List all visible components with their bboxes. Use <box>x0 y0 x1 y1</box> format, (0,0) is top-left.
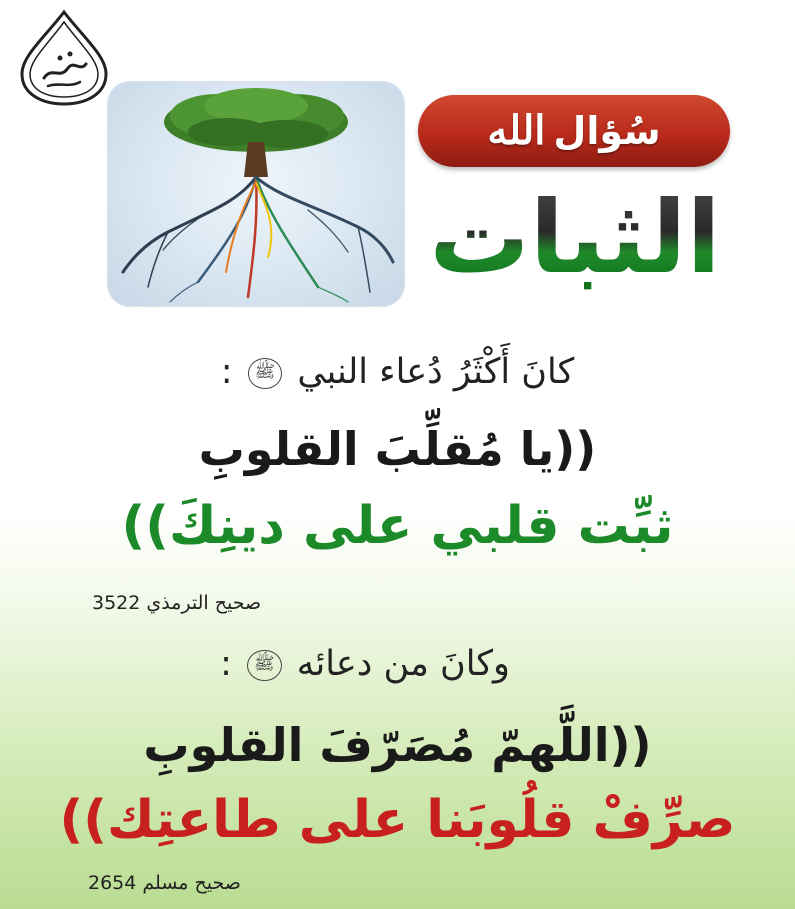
salawat-seal: ﷺ <box>248 358 283 389</box>
hadith2-intro-line <box>40 644 690 684</box>
hadith2-source: صحيح مسلم 2654 <box>88 872 241 894</box>
question-word: سُؤال <box>553 109 661 153</box>
hadith2-dua-line1: ((اللَّهمّ مُصَرّفَ القلوبِ <box>143 718 652 772</box>
logo-emblem <box>14 8 114 108</box>
hadith1-dua-line2: ثبِّت قلبي على دينِكَ)) <box>121 496 674 556</box>
question-badge-text <box>418 95 730 167</box>
salawat-seal: ﷺ <box>247 650 282 681</box>
hadith2-intro: وكانَ من دعائه <box>296 644 510 684</box>
hadith1-intro-line <box>30 352 765 392</box>
tree-roots-image <box>108 82 404 306</box>
hadith2-colon: : <box>220 644 232 684</box>
hadith1-dua-line1: ((يا مُقلِّبَ القلوبِ <box>198 422 597 476</box>
allah-calligraphy: الله <box>487 107 546 154</box>
hadith1-source: صحيح الترمذي 3522 <box>92 592 262 614</box>
hadith1-colon: : <box>220 352 233 392</box>
page-title: الثبات <box>410 178 740 298</box>
hadith1-intro: كانَ أَكْثَرُ دُعاء النبي <box>297 352 575 392</box>
hadith2-dua-line2: صرِّفْ قلُوبَنا على طاعتِك)) <box>59 790 736 850</box>
